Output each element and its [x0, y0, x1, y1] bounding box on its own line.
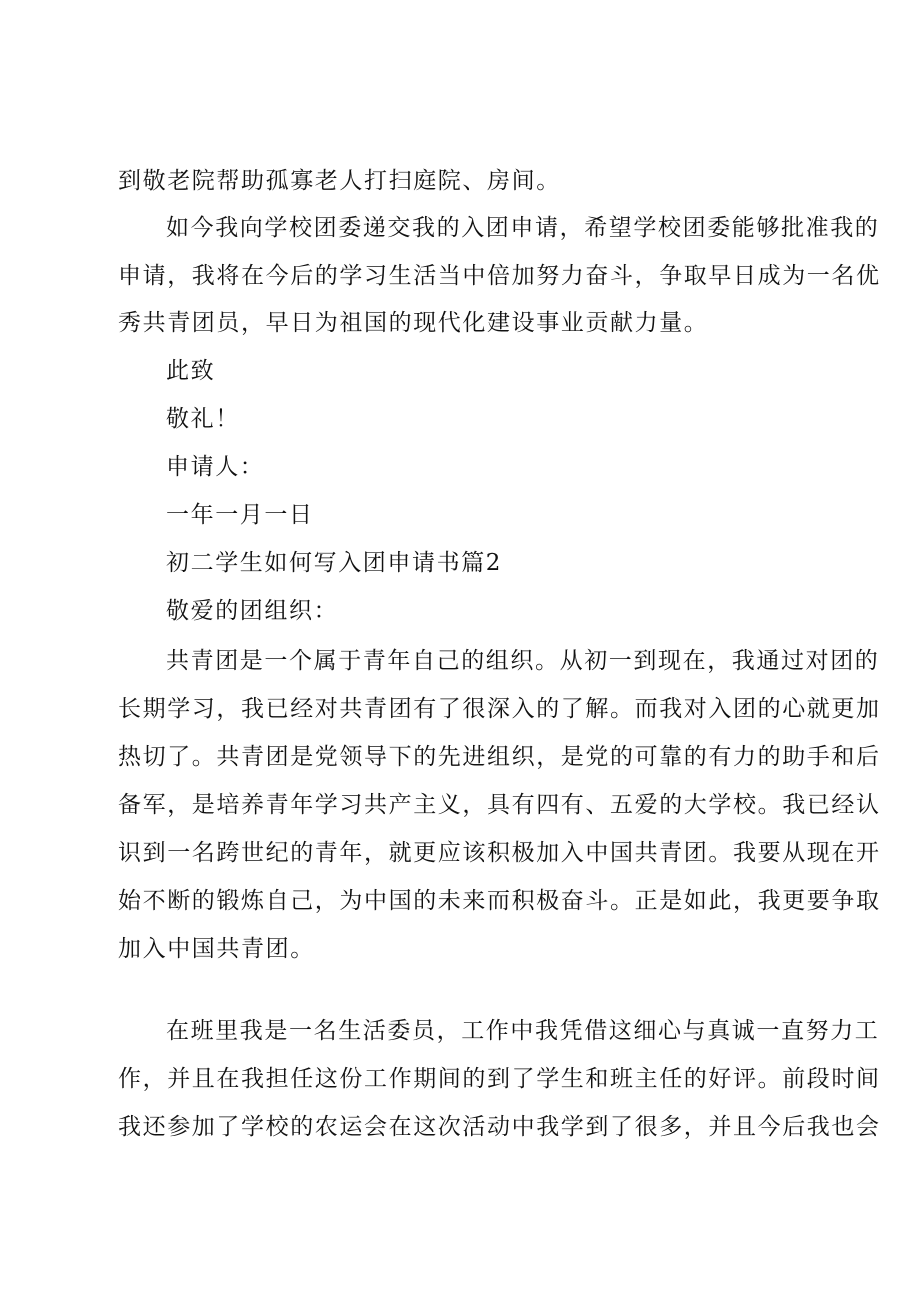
section-title: 初二学生如何写入团申请书篇2	[166, 550, 503, 576]
paragraph-line: 备军，是培养青年学习共产主义，具有四有、五爱的大学校。我已经认	[118, 792, 881, 818]
paragraph-line: 秀共青团员，早日为祖国的现代化建设事业贡献力量。	[118, 310, 709, 336]
paragraph-line: 申请，我将在今后的学习生活当中倍加努力奋斗，争取早日成为一名优	[118, 263, 881, 289]
paragraph-line: 共青团是一个属于青年自己的组织。从初一到现在，我通过对团的	[166, 648, 880, 674]
paragraph-line: 识到一名跨世纪的青年，就更应该积极加入中国共青团。我要从现在开	[118, 840, 881, 866]
letter-greeting: 敬爱的团组织：	[166, 598, 339, 624]
paragraph-line: 到敬老院帮助孤寡老人打扫庭院、房间。	[118, 168, 561, 194]
paragraph-line: 加入中国共青团。	[118, 936, 315, 962]
date-line: 一年一月一日	[166, 502, 314, 528]
closing-respect: 敬礼！	[166, 406, 240, 432]
paragraph-line: 长期学习，我已经对共青团有了很深入的了解。而我对入团的心就更加	[118, 696, 881, 722]
paragraph-line: 在班里我是一名生活委员，工作中我凭借这细心与真诚一直努力工	[166, 1018, 880, 1044]
paragraph-line: 如今我向学校团委递交我的入团申请，希望学校团委能够批准我的	[166, 215, 880, 241]
applicant-label: 申请人：	[166, 454, 265, 480]
paragraph-line: 我还参加了学校的农运会在这次活动中我学到了很多，并且今后我也会	[118, 1114, 881, 1140]
paragraph-line: 作，并且在我担任这份工作期间的到了学生和班主任的好评。前段时间	[118, 1066, 881, 1092]
paragraph-line: 热切了。共青团是党领导下的先进组织，是党的可靠的有力的助手和后	[118, 744, 881, 770]
paragraph-line: 始不断的锻炼自己，为中国的未来而积极奋斗。正是如此，我更要争取	[118, 888, 881, 914]
closing-salutation: 此致	[166, 358, 216, 384]
